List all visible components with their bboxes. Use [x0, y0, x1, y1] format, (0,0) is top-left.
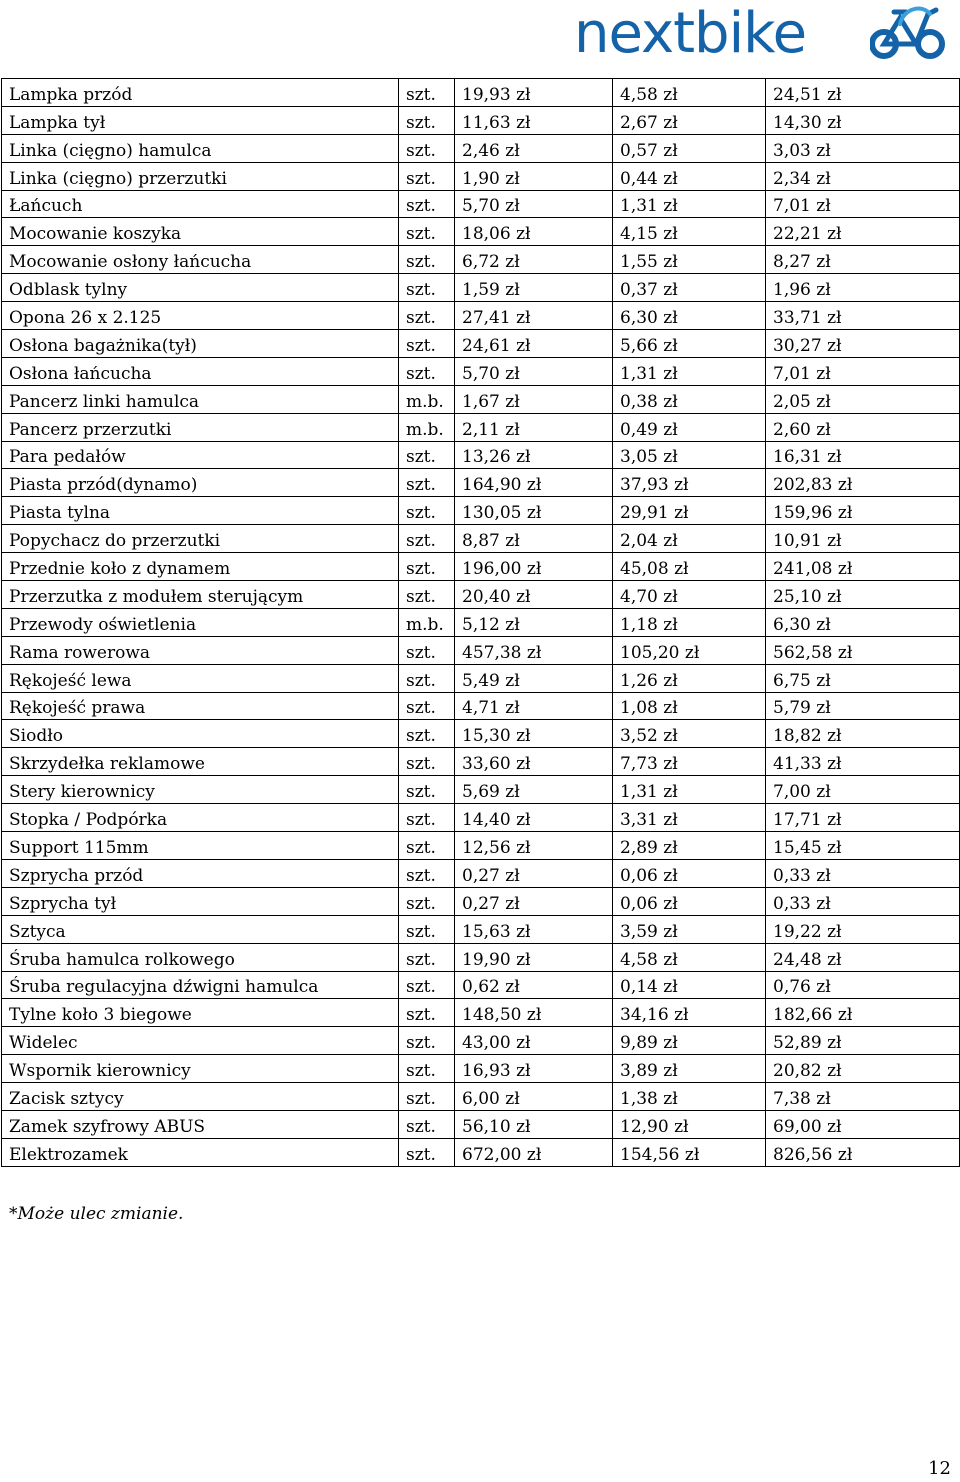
- cell-gross-price: 24,48 zł: [766, 943, 960, 971]
- cell-gross-price: 19,22 zł: [766, 915, 960, 943]
- cell-unit: szt.: [399, 302, 455, 330]
- cell-net-price: 196,00 zł: [455, 553, 613, 581]
- cell-vat: 2,04 zł: [613, 525, 766, 553]
- table-row: [2, 664, 960, 692]
- table-row: [2, 385, 960, 413]
- cell-net-price: 5,70 zł: [455, 357, 613, 385]
- cell-vat: 4,15 zł: [613, 218, 766, 246]
- cell-unit: szt.: [399, 469, 455, 497]
- cell-net-price: 0,27 zł: [455, 887, 613, 915]
- cell-part-name: Support 115mm: [2, 832, 399, 860]
- cell-net-price: 164,90 zł: [455, 469, 613, 497]
- cell-gross-price: 6,75 zł: [766, 664, 960, 692]
- cell-unit: szt.: [399, 106, 455, 134]
- cell-gross-price: 202,83 zł: [766, 469, 960, 497]
- cell-part-name: Stopka / Podpórka: [2, 804, 399, 832]
- cell-net-price: 15,63 zł: [455, 915, 613, 943]
- table-row: [2, 720, 960, 748]
- cell-unit: szt.: [399, 357, 455, 385]
- cell-gross-price: 8,27 zł: [766, 246, 960, 274]
- cell-gross-price: 2,34 zł: [766, 162, 960, 190]
- cell-gross-price: 0,33 zł: [766, 859, 960, 887]
- cell-net-price: 148,50 zł: [455, 999, 613, 1027]
- cell-gross-price: 241,08 zł: [766, 553, 960, 581]
- cell-gross-price: 562,58 zł: [766, 636, 960, 664]
- cell-part-name: Linka (cięgno) przerzutki: [2, 162, 399, 190]
- cell-unit: szt.: [399, 636, 455, 664]
- cell-gross-price: 10,91 zł: [766, 525, 960, 553]
- table-row: [2, 134, 960, 162]
- cell-vat: 0,57 zł: [613, 134, 766, 162]
- table-row: [2, 608, 960, 636]
- cell-net-price: 6,00 zł: [455, 1083, 613, 1111]
- cell-unit: szt.: [399, 1138, 455, 1166]
- cell-unit: szt.: [399, 971, 455, 999]
- cell-part-name: Przewody oświetlenia: [2, 608, 399, 636]
- table-row: [2, 581, 960, 609]
- cell-part-name: Stery kierownicy: [2, 776, 399, 804]
- cell-gross-price: 25,10 zł: [766, 581, 960, 609]
- cell-gross-price: 182,66 zł: [766, 999, 960, 1027]
- cell-part-name: Mocowanie osłony łańcucha: [2, 246, 399, 274]
- cell-net-price: 5,70 zł: [455, 190, 613, 218]
- cell-part-name: Siodło: [2, 720, 399, 748]
- table-row: [2, 748, 960, 776]
- table-row: [2, 413, 960, 441]
- cell-unit: m.b.: [399, 608, 455, 636]
- cell-gross-price: 41,33 zł: [766, 748, 960, 776]
- cell-part-name: Osłona łańcucha: [2, 357, 399, 385]
- table-row: [2, 943, 960, 971]
- cell-net-price: 6,72 zł: [455, 246, 613, 274]
- cell-unit: szt.: [399, 915, 455, 943]
- cell-vat: 154,56 zł: [613, 1138, 766, 1166]
- cell-net-price: 8,87 zł: [455, 525, 613, 553]
- cell-unit: szt.: [399, 162, 455, 190]
- table-row: [2, 1055, 960, 1083]
- cell-part-name: Przerzutka z modułem sterującym: [2, 581, 399, 609]
- cell-vat: 0,14 zł: [613, 971, 766, 999]
- cell-part-name: Tylne koło 3 biegowe: [2, 999, 399, 1027]
- cell-part-name: Zamek szyfrowy ABUS: [2, 1110, 399, 1138]
- cell-unit: szt.: [399, 1110, 455, 1138]
- cell-vat: 0,06 zł: [613, 859, 766, 887]
- cell-gross-price: 159,96 zł: [766, 497, 960, 525]
- cell-unit: szt.: [399, 274, 455, 302]
- cell-net-price: 56,10 zł: [455, 1110, 613, 1138]
- cell-gross-price: 7,01 zł: [766, 190, 960, 218]
- cell-part-name: Wspornik kierownicy: [2, 1055, 399, 1083]
- cell-vat: 3,59 zł: [613, 915, 766, 943]
- cell-part-name: Odblask tylny: [2, 274, 399, 302]
- table-row: [2, 776, 960, 804]
- cell-part-name: Para pedałów: [2, 441, 399, 469]
- cell-net-price: 130,05 zł: [455, 497, 613, 525]
- cell-gross-price: 16,31 zł: [766, 441, 960, 469]
- cell-net-price: 1,59 zł: [455, 274, 613, 302]
- cell-unit: szt.: [399, 1027, 455, 1055]
- cell-gross-price: 7,00 zł: [766, 776, 960, 804]
- cell-unit: szt.: [399, 190, 455, 218]
- cell-gross-price: 14,30 zł: [766, 106, 960, 134]
- table-row: [2, 804, 960, 832]
- cell-vat: 1,38 zł: [613, 1083, 766, 1111]
- cell-gross-price: 52,89 zł: [766, 1027, 960, 1055]
- cell-net-price: 12,56 zł: [455, 832, 613, 860]
- logo-wordmark: nextbike: [574, 1, 807, 66]
- parts-price-table: [1, 78, 960, 1167]
- cell-part-name: Lampka tył: [2, 106, 399, 134]
- cell-gross-price: 0,33 zł: [766, 887, 960, 915]
- cell-part-name: Szprycha przód: [2, 859, 399, 887]
- cell-unit: m.b.: [399, 385, 455, 413]
- cell-vat: 34,16 zł: [613, 999, 766, 1027]
- cell-net-price: 0,62 zł: [455, 971, 613, 999]
- table-row: [2, 915, 960, 943]
- table-row: [2, 999, 960, 1027]
- table-row: [2, 79, 960, 107]
- cell-gross-price: 0,76 zł: [766, 971, 960, 999]
- cell-gross-price: 15,45 zł: [766, 832, 960, 860]
- table-row: [2, 971, 960, 999]
- cell-unit: szt.: [399, 218, 455, 246]
- cell-net-price: 19,93 zł: [455, 79, 613, 107]
- cell-vat: 0,06 zł: [613, 887, 766, 915]
- cell-vat: 45,08 zł: [613, 553, 766, 581]
- cell-part-name: Skrzydełka reklamowe: [2, 748, 399, 776]
- cell-vat: 3,52 zł: [613, 720, 766, 748]
- cell-vat: 1,31 zł: [613, 776, 766, 804]
- cell-unit: szt.: [399, 330, 455, 358]
- table-row: [2, 274, 960, 302]
- cell-part-name: Sztyca: [2, 915, 399, 943]
- table-row: [2, 859, 960, 887]
- cell-net-price: 11,63 zł: [455, 106, 613, 134]
- cell-gross-price: 20,82 zł: [766, 1055, 960, 1083]
- cell-vat: 4,70 zł: [613, 581, 766, 609]
- cell-vat: 2,89 zł: [613, 832, 766, 860]
- cell-part-name: Przednie koło z dynamem: [2, 553, 399, 581]
- cell-part-name: Pancerz przerzutki: [2, 413, 399, 441]
- table-row: [2, 302, 960, 330]
- cell-gross-price: 826,56 zł: [766, 1138, 960, 1166]
- table-row: [2, 357, 960, 385]
- cell-part-name: Piasta przód(dynamo): [2, 469, 399, 497]
- cell-net-price: 0,27 zł: [455, 859, 613, 887]
- cell-net-price: 5,12 zł: [455, 608, 613, 636]
- cell-net-price: 5,49 zł: [455, 664, 613, 692]
- cell-net-price: 457,38 zł: [455, 636, 613, 664]
- cell-vat: 1,18 zł: [613, 608, 766, 636]
- cell-unit: szt.: [399, 441, 455, 469]
- table-row: [2, 106, 960, 134]
- cell-vat: 1,08 zł: [613, 692, 766, 720]
- cell-unit: szt.: [399, 887, 455, 915]
- cell-vat: 0,49 zł: [613, 413, 766, 441]
- cell-gross-price: 18,82 zł: [766, 720, 960, 748]
- cell-unit: szt.: [399, 497, 455, 525]
- cell-unit: szt.: [399, 943, 455, 971]
- cell-unit: szt.: [399, 1055, 455, 1083]
- cell-vat: 1,31 zł: [613, 357, 766, 385]
- table-row: [2, 692, 960, 720]
- table-row: [2, 246, 960, 274]
- cell-vat: 3,89 zł: [613, 1055, 766, 1083]
- table-row: [2, 497, 960, 525]
- table-row: [2, 190, 960, 218]
- cell-net-price: 4,71 zł: [455, 692, 613, 720]
- table-row: [2, 832, 960, 860]
- table-row: [2, 330, 960, 358]
- cell-gross-price: 69,00 zł: [766, 1110, 960, 1138]
- cell-unit: szt.: [399, 581, 455, 609]
- table-row: [2, 469, 960, 497]
- cell-net-price: 1,67 zł: [455, 385, 613, 413]
- cell-gross-price: 7,38 zł: [766, 1083, 960, 1111]
- cell-net-price: 2,46 zł: [455, 134, 613, 162]
- cell-part-name: Śruba regulacyjna dźwigni hamulca: [2, 971, 399, 999]
- table-row: [2, 636, 960, 664]
- cell-unit: szt.: [399, 134, 455, 162]
- cell-vat: 29,91 zł: [613, 497, 766, 525]
- cell-gross-price: 30,27 zł: [766, 330, 960, 358]
- cell-vat: 105,20 zł: [613, 636, 766, 664]
- cell-unit: szt.: [399, 720, 455, 748]
- page-number: 12: [928, 1458, 951, 1479]
- cell-unit: szt.: [399, 553, 455, 581]
- cell-part-name: Piasta tylna: [2, 497, 399, 525]
- cell-net-price: 19,90 zł: [455, 943, 613, 971]
- parts-table-body: [2, 79, 960, 1167]
- cell-vat: 4,58 zł: [613, 943, 766, 971]
- cell-part-name: Opona 26 x 2.125: [2, 302, 399, 330]
- cell-net-price: 27,41 zł: [455, 302, 613, 330]
- cell-part-name: Szprycha tył: [2, 887, 399, 915]
- cell-vat: 3,31 zł: [613, 804, 766, 832]
- cell-vat: 7,73 zł: [613, 748, 766, 776]
- cell-vat: 37,93 zł: [613, 469, 766, 497]
- table-row: [2, 887, 960, 915]
- cell-vat: 6,30 zł: [613, 302, 766, 330]
- cell-net-price: 20,40 zł: [455, 581, 613, 609]
- cell-part-name: Popychacz do przerzutki: [2, 525, 399, 553]
- table-row: [2, 525, 960, 553]
- cell-gross-price: 2,60 zł: [766, 413, 960, 441]
- cell-vat: 5,66 zł: [613, 330, 766, 358]
- cell-gross-price: 33,71 zł: [766, 302, 960, 330]
- cell-gross-price: 1,96 zł: [766, 274, 960, 302]
- cell-vat: 0,37 zł: [613, 274, 766, 302]
- cell-part-name: Łańcuch: [2, 190, 399, 218]
- cell-net-price: 16,93 zł: [455, 1055, 613, 1083]
- cell-part-name: Lampka przód: [2, 79, 399, 107]
- footnote: *Może ulec zmianie.: [9, 1204, 184, 1224]
- cell-part-name: Mocowanie koszyka: [2, 218, 399, 246]
- table-row: [2, 162, 960, 190]
- cell-net-price: 5,69 zł: [455, 776, 613, 804]
- table-row: [2, 553, 960, 581]
- cell-part-name: Śruba hamulca rolkowego: [2, 943, 399, 971]
- cell-net-price: 14,40 zł: [455, 804, 613, 832]
- cell-net-price: 43,00 zł: [455, 1027, 613, 1055]
- cell-net-price: 33,60 zł: [455, 748, 613, 776]
- cell-part-name: Linka (cięgno) hamulca: [2, 134, 399, 162]
- cell-part-name: Zacisk sztycy: [2, 1083, 399, 1111]
- cell-net-price: 672,00 zł: [455, 1138, 613, 1166]
- table-row: [2, 441, 960, 469]
- cell-net-price: 13,26 zł: [455, 441, 613, 469]
- cell-net-price: 15,30 zł: [455, 720, 613, 748]
- cell-unit: m.b.: [399, 413, 455, 441]
- cell-vat: 2,67 zł: [613, 106, 766, 134]
- cell-unit: szt.: [399, 832, 455, 860]
- cell-vat: 0,38 zł: [613, 385, 766, 413]
- cell-net-price: 18,06 zł: [455, 218, 613, 246]
- cell-gross-price: 22,21 zł: [766, 218, 960, 246]
- nextbike-logo: [574, 1, 950, 66]
- cell-unit: szt.: [399, 804, 455, 832]
- cell-vat: 3,05 zł: [613, 441, 766, 469]
- cell-part-name: Pancerz linki hamulca: [2, 385, 399, 413]
- cell-unit: szt.: [399, 692, 455, 720]
- cell-vat: 1,31 zł: [613, 190, 766, 218]
- table-row: [2, 1083, 960, 1111]
- cell-vat: 1,26 zł: [613, 664, 766, 692]
- cell-gross-price: 17,71 zł: [766, 804, 960, 832]
- table-row: [2, 218, 960, 246]
- cell-unit: szt.: [399, 999, 455, 1027]
- bicycle-icon: [870, 4, 950, 66]
- cell-part-name: Widelec: [2, 1027, 399, 1055]
- cell-unit: szt.: [399, 1083, 455, 1111]
- table-row: [2, 1138, 960, 1166]
- cell-gross-price: 3,03 zł: [766, 134, 960, 162]
- cell-unit: szt.: [399, 776, 455, 804]
- cell-part-name: Rękojeść prawa: [2, 692, 399, 720]
- cell-gross-price: 2,05 zł: [766, 385, 960, 413]
- cell-unit: szt.: [399, 859, 455, 887]
- cell-net-price: 2,11 zł: [455, 413, 613, 441]
- table-row: [2, 1110, 960, 1138]
- cell-gross-price: 5,79 zł: [766, 692, 960, 720]
- cell-unit: szt.: [399, 79, 455, 107]
- cell-unit: szt.: [399, 748, 455, 776]
- table-row: [2, 1027, 960, 1055]
- cell-vat: 0,44 zł: [613, 162, 766, 190]
- cell-gross-price: 7,01 zł: [766, 357, 960, 385]
- cell-gross-price: 6,30 zł: [766, 608, 960, 636]
- cell-vat: 1,55 zł: [613, 246, 766, 274]
- cell-part-name: Rama rowerowa: [2, 636, 399, 664]
- cell-vat: 12,90 zł: [613, 1110, 766, 1138]
- cell-vat: 9,89 zł: [613, 1027, 766, 1055]
- cell-part-name: Rękojeść lewa: [2, 664, 399, 692]
- cell-unit: szt.: [399, 246, 455, 274]
- cell-gross-price: 24,51 zł: [766, 79, 960, 107]
- cell-part-name: Osłona bagażnika(tył): [2, 330, 399, 358]
- cell-unit: szt.: [399, 664, 455, 692]
- cell-net-price: 1,90 zł: [455, 162, 613, 190]
- cell-part-name: Elektrozamek: [2, 1138, 399, 1166]
- cell-net-price: 24,61 zł: [455, 330, 613, 358]
- cell-vat: 4,58 zł: [613, 79, 766, 107]
- cell-unit: szt.: [399, 525, 455, 553]
